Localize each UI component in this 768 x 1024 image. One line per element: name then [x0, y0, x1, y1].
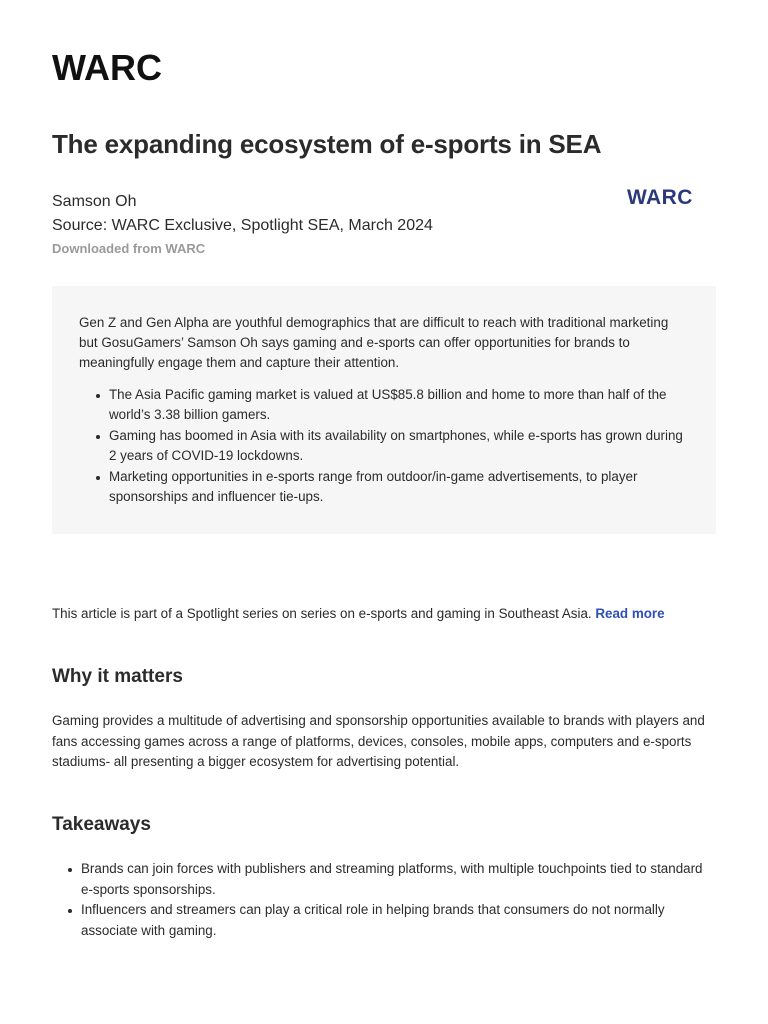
- summary-bullet: Gaming has boomed in Asia with its availability on smartphones, while e-sports has grown during 2 years of COVID-19 lockdowns.: [96, 426, 688, 466]
- warc-side-logo: WARC: [627, 186, 693, 209]
- takeaway-bullet: Influencers and streamers can play a critical role in helping brands that consumers do not normally associate with gaming.: [68, 900, 708, 941]
- series-note-text: This article is part of a Spotlight series on series on e-sports and gaming in Southeast Asia.: [52, 606, 596, 621]
- summary-box: [52, 286, 716, 534]
- article-author: Samson Oh: [52, 193, 137, 210]
- summary-intro: Gen Z and Gen Alpha are youthful demographics that are difficult to reach with traditional marketing but GosuGamers’ Samson Oh says gaming and e-sports can offer opportunities for brands to meaningfully engage them and capture their attention.: [79, 315, 669, 370]
- warc-logo: WARC: [52, 47, 162, 88]
- why-it-matters-body: Gaming provides a multitude of advertising and sponsorship opportunities available to brands with players and fans accessing games across a range of platforms, devices, consoles, mobile apps, computers and e-sports stadiums- all presenting a bigger ecosystem for advertising potential.: [52, 713, 705, 769]
- summary-bullet: Marketing opportunities in e-sports range from outdoor/in-game advertisements, to player sponsorships and influencer tie-ups.: [96, 467, 688, 507]
- article-title: The expanding ecosystem of e-sports in SEA: [52, 129, 602, 159]
- takeaway-bullet: Brands can join forces with publishers and streaming platforms, with multiple touchpoints tied to standard e-sports sponsorships.: [68, 859, 708, 900]
- takeaways-bullets: [68, 859, 708, 941]
- downloaded-note: Downloaded from WARC: [52, 241, 206, 256]
- article-source: Source: WARC Exclusive, Spotlight SEA, March 2024: [52, 217, 433, 234]
- summary-bullet: The Asia Pacific gaming market is valued at US$85.8 billion and home to more than half of the world’s 3.38 billion gamers.: [96, 385, 688, 425]
- summary-bullets: [79, 385, 688, 507]
- article-meta: [52, 190, 433, 260]
- read-more-link[interactable]: Read more: [595, 606, 665, 621]
- why-it-matters-heading: Why it matters: [52, 666, 183, 687]
- takeaways-heading: Takeaways: [52, 814, 151, 835]
- series-note: [52, 604, 665, 624]
